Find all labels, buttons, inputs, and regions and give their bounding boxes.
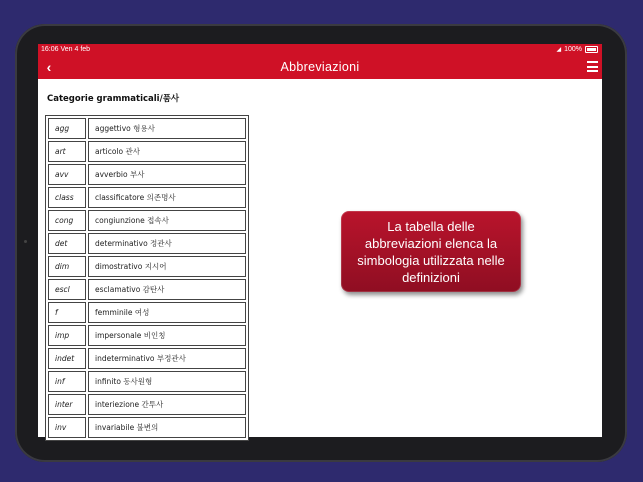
definition-cell: dimostrativo 지시어 [88, 256, 246, 277]
chevron-left-icon[interactable]: ‹ [46, 59, 52, 75]
abbreviation-cell: escl [48, 279, 86, 300]
table-row [47, 232, 247, 255]
camera-dot [24, 240, 27, 243]
definition-cell: classificatore 의존명사 [88, 187, 246, 208]
table-row [47, 301, 247, 324]
abbreviation-cell: dim [48, 256, 86, 277]
definition-cell: congiunzione 접속사 [88, 210, 246, 231]
abbreviations-table [45, 115, 249, 441]
definition-cell: indeterminativo 부정관사 [88, 348, 246, 369]
definition-cell: infinito 동사원형 [88, 371, 246, 392]
abbreviation-cell: cong [48, 210, 86, 231]
callout-text: La tabella delle abbreviazioni elenca la simbologia utilizzata nelle definizioni [357, 218, 505, 285]
status-indicators [556, 46, 598, 53]
definition-cell: invariabile 불변의 [88, 417, 246, 438]
info-callout [341, 211, 521, 292]
definition-cell: esclamativo 감탄사 [88, 279, 246, 300]
table-row [47, 370, 247, 393]
abbreviation-cell: inter [48, 394, 86, 415]
table-row [47, 393, 247, 416]
table-row [47, 278, 247, 301]
definition-cell: impersonale 비인칭 [88, 325, 246, 346]
table-row [47, 186, 247, 209]
battery-percent: 100% [564, 46, 582, 53]
table-row [47, 347, 247, 370]
definition-cell: femminile 여성 [88, 302, 246, 323]
definition-cell: interiezione 간투사 [88, 394, 246, 415]
table-row [47, 140, 247, 163]
abbreviation-cell: art [48, 141, 86, 162]
table-row [47, 416, 247, 439]
section-title: Categorie grammaticali/품사 [47, 94, 180, 104]
status-bar [38, 44, 602, 56]
status-time: 16:06 Ven 4 feb [41, 46, 91, 53]
abbreviation-cell: f [48, 302, 86, 323]
abbreviation-cell: inf [48, 371, 86, 392]
nav-bar [38, 56, 602, 79]
abbreviation-cell: agg [48, 118, 86, 139]
abbreviation-cell: inv [48, 417, 86, 438]
table-row [47, 117, 247, 140]
hamburger-menu-icon[interactable] [587, 61, 598, 73]
abbreviation-cell: avv [48, 164, 86, 185]
definition-cell: aggettivo 형용사 [88, 118, 246, 139]
table-row [47, 255, 247, 278]
abbreviation-cell: indet [48, 348, 86, 369]
table-row [47, 163, 247, 186]
abbreviation-cell: imp [48, 325, 86, 346]
abbreviation-cell: class [48, 187, 86, 208]
table-row [47, 209, 247, 232]
abbreviation-cell: det [48, 233, 86, 254]
definition-cell: determinativo 정관사 [88, 233, 246, 254]
wifi-icon: ◢ [556, 47, 562, 53]
battery-icon [585, 46, 598, 53]
page-title: Abbreviazioni [280, 60, 360, 74]
definition-cell: avverbio 부사 [88, 164, 246, 185]
table-row [47, 324, 247, 347]
definition-cell: articolo 관사 [88, 141, 246, 162]
